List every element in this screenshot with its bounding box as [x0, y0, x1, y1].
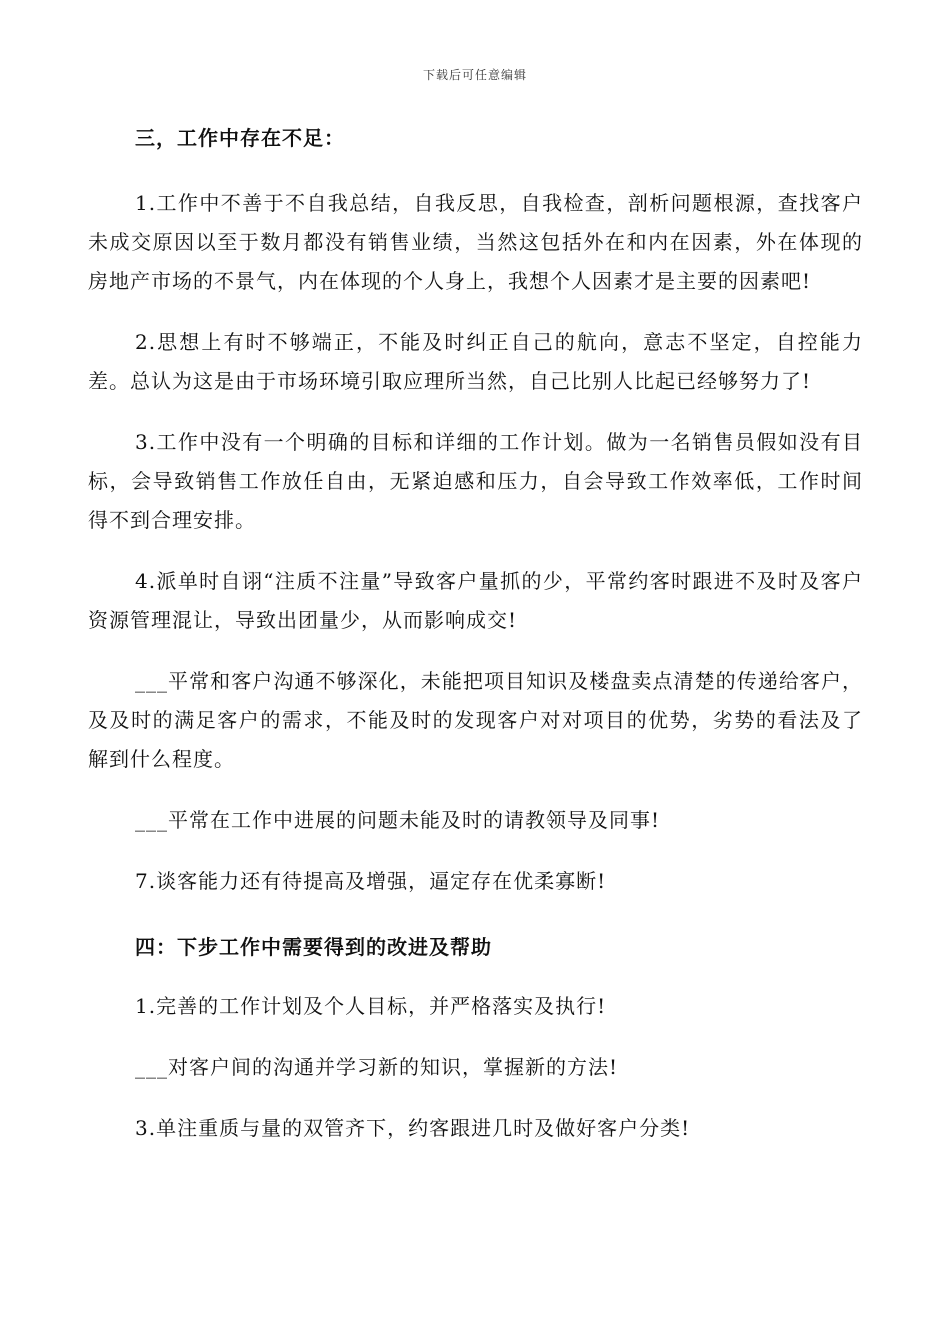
paragraph-9: ___对客户间的沟通并学习新的知识，掌握新的方法!: [135, 1055, 619, 1079]
section-heading-3: 三，工作中存在不足：: [135, 126, 345, 150]
paragraph-8: 1.完善的工作计划及个人目标，并严格落实及执行!: [135, 994, 607, 1018]
paragraph-5: ___平常和客户沟通不够深化，未能把项目知识及楼盘卖点清楚的传递给客户，及及时的满足客户的需求，不能及时的发现客户对对项目的优势，劣势的看法及了解到什么程度。: [88, 669, 863, 771]
paragraph-2: 2.思想上有时不够端正，不能及时纠正自己的航向，意志不坚定，自控能力差。总认为这是由于市场环境引取应理所当然，自己比别人比起已经够努力了!: [88, 330, 863, 393]
paragraph-1: 1.工作中不善于不自我总结，自我反思，自我检查，剖析问题根源，查找客户未成交原因以至于数月都没有销售业绩，当然这包括外在和内在因素，外在体现的房地产市场的不景气，内在体现的个人身上，我想个人因素才是主要的因素吧!: [88, 191, 863, 293]
paragraph-4: 4.派单时自诩“注质不注量”导致客户量抓的少，平常约客时跟进不及时及客户资源管理混让，导致出团量少，从而影响成交!: [88, 569, 863, 632]
paragraph-3: 3.工作中没有一个明确的目标和详细的工作计划。做为一名销售员假如没有目标，会导致销售工作放任自由，无紧迫感和压力，自会导致工作效率低，工作时间得不到合理安排。: [88, 430, 863, 532]
page-header: 下载后可任意编辑: [422, 68, 527, 82]
paragraph-6: ___平常在工作中进展的问题未能及时的请教领导及同事!: [135, 808, 661, 832]
section-heading-4: 四：下步工作中需要得到的改进及帮助: [135, 935, 492, 959]
paragraph-7: 7.谈客能力还有待提高及增强，逼定存在优柔寡断!: [135, 869, 607, 893]
paragraph-10: 3.单注重质与量的双管齐下，约客跟进几时及做好客户分类!: [135, 1116, 691, 1140]
document-body: [88, 120, 863, 1148]
